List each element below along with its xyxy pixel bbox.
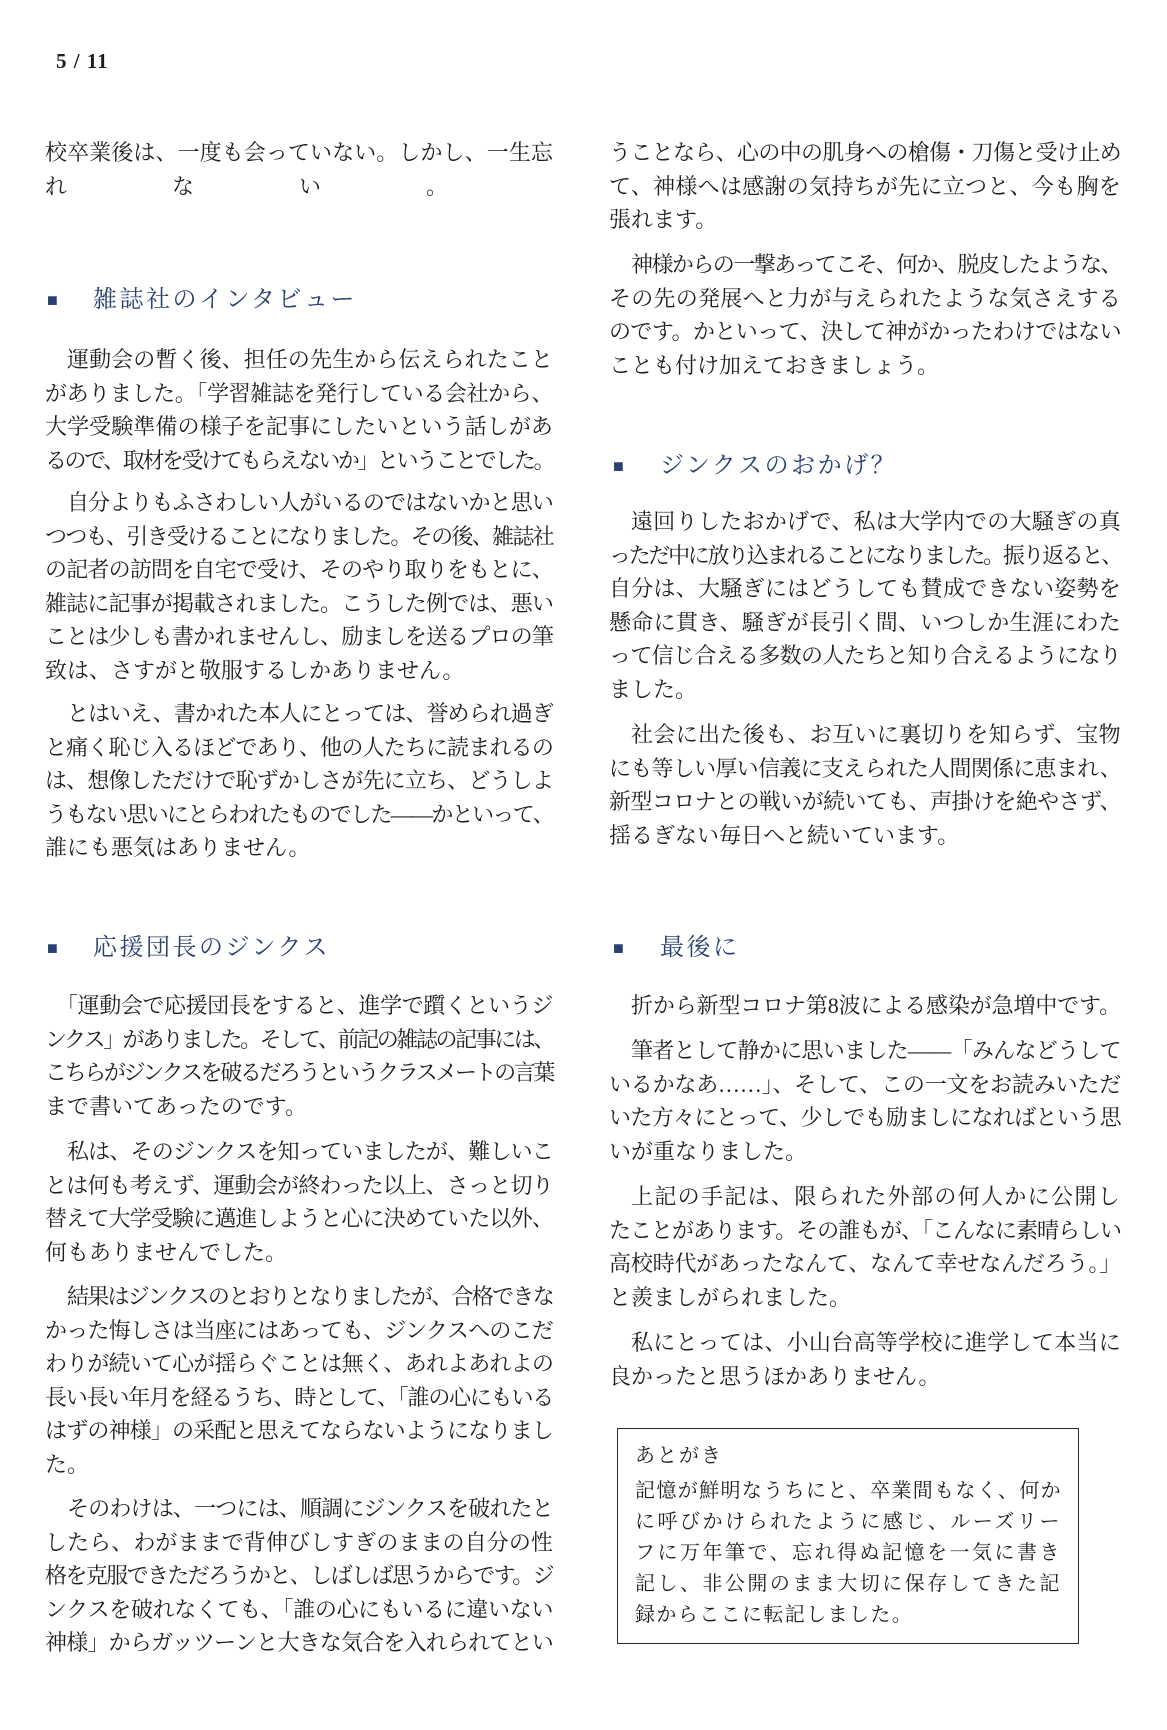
text-line: 記憶が鮮明なうちにと、卒業間もなく、何か — [635, 1480, 1062, 1502]
text-line: 校卒業後は、一度も会っていない。しかし、一生忘 — [45, 140, 553, 165]
section-heading — [47, 930, 330, 966]
paragraph — [609, 136, 1121, 237]
text-line: ンクス」がありました。そして、前記の雑誌の記事には、 — [45, 1026, 553, 1052]
paragraph — [609, 248, 1121, 382]
square-bullet-icon: ■ — [47, 290, 58, 310]
text-line: 格を克服できただろうかと、しばしば思うからです。ジ — [45, 1563, 553, 1588]
text-line: 懸命に貫き、騒ぎが長引く間、いつしか生涯にわた — [609, 609, 1121, 635]
paragraph — [45, 989, 553, 1123]
text-line: 結果はジンクスのとおりとなりましたが、合格できな — [67, 1284, 553, 1309]
text-line: がありました。「学習雑誌を発行している会社から、 — [45, 380, 553, 406]
text-line: 自分は、大騒ぎにはどうしても賛成できない姿勢を — [609, 576, 1121, 601]
text-line: 運動会の暫く後、担任の先生から伝えられたこと — [67, 347, 553, 372]
section-title: 応援団長のジンクス — [93, 934, 331, 961]
text-line: て、神様へは感謝の気持ちが先に立つと、今も胸を — [609, 173, 1121, 199]
section-title: 最後に — [660, 934, 740, 961]
text-line: 上記の手記は、限られた外部の何人かに公開し — [631, 1184, 1121, 1209]
paragraph — [45, 1135, 553, 1269]
text-line: 長い長い年月を経るうち、時として、「誰の心にもいる — [45, 1384, 553, 1410]
text-line: ンクスを破れなくても、「誰の心にもいるに違いない — [45, 1596, 553, 1622]
paragraph — [45, 1492, 553, 1660]
text-line: かった悔しさは当座にはあっても、ジンクスへのこだ — [45, 1317, 553, 1343]
paragraph — [45, 697, 553, 865]
text-line: うもない思いにとらわれたものでした――かといって、 — [45, 801, 553, 827]
paragraph — [609, 1326, 1121, 1393]
text-line: 神様」からガッツーンと大きな気合を入れられてとい — [45, 1630, 553, 1655]
text-line: 録からここに転記しました。 — [635, 1604, 914, 1626]
text-line: 記し、非公開のまま大切に保存してきた記 — [635, 1573, 1062, 1595]
text-line: その先の発展へと力が与えられたような気さえする — [609, 285, 1121, 311]
text-line: 致は、さすがと敬服するしかありません。 — [45, 657, 465, 683]
text-line: いるかなあ……」、そして、この一文をお読みいただ — [609, 1071, 1121, 1097]
paragraph — [609, 718, 1121, 852]
section-heading — [47, 282, 357, 318]
text-line: るので、取材を受けてもらえないか」ということでした。 — [45, 447, 553, 473]
section-heading — [613, 448, 897, 484]
text-line: 「運動会で応援団長をすると、進学で躓くというジ — [56, 993, 553, 1018]
text-line: ました。 — [609, 676, 698, 702]
text-line: のです。かといって、決して神がかったわけではない — [609, 319, 1121, 344]
afterword-text — [635, 1476, 1062, 1631]
text-line: 誰にも悪気はありません。 — [45, 835, 311, 860]
text-line: 揺るぎない毎日へと続いています。 — [609, 822, 960, 848]
text-line: 自分よりもふさわしい人がいるのではないかと思い — [67, 490, 553, 515]
text-line: 良かったと思うほかありません。 — [609, 1363, 941, 1389]
text-line: いが重なりました。 — [609, 1138, 808, 1164]
text-line: 新型コロナとの戦いが続いても、声掛けを絶やさず、 — [609, 789, 1121, 814]
afterword-title: あとがき — [635, 1445, 723, 1467]
text-line: は、想像しただけで恥ずかしさが先に立ち、どうしよ — [45, 768, 553, 793]
text-line: 何もありませんでした。 — [45, 1239, 288, 1265]
text-line: 張れます。 — [609, 207, 718, 232]
text-line: 筆者として静かに思いました――「みんなどうして — [631, 1038, 1121, 1063]
text-line: そのわけは、一つには、順調にジンクスを破れたと — [67, 1496, 553, 1521]
paragraph — [45, 343, 553, 477]
paragraph — [609, 1034, 1121, 1168]
paragraph — [45, 1280, 553, 1481]
text-line: 神様からの一撃あってこそ、何か、脱皮したような、 — [631, 252, 1121, 277]
text-line: はずの神様」の采配と思えてならないようになりまし — [45, 1418, 553, 1443]
text-line: 折から新型コロナ第8波による感染が急増中です。 — [631, 993, 1121, 1018]
section-title: 雑誌社のインタビュー — [93, 286, 358, 313]
text-line: こちらがジンクスを破るだろうというクラスメートの言葉 — [45, 1060, 553, 1085]
text-line: っただ中に放り込まれることになりました。振り返ると、 — [609, 542, 1121, 568]
paragraph — [609, 1180, 1121, 1314]
text-line: と痛く恥じ入るほどであり、他の人たちに読まれるの — [45, 734, 553, 760]
text-line: したら、わがままで背伸びしすぎのままの自分の性 — [45, 1529, 553, 1555]
text-line: 雑誌に記事が掲載されました。こうした例では、悪い — [45, 590, 553, 616]
text-line: ことも付け加えておきましょう。 — [609, 352, 940, 378]
text-line: 遠回りしたおかげで、私は大学内での大騒ぎの真 — [631, 509, 1121, 534]
section-title: ジンクスのおかげ？ — [660, 452, 898, 479]
text-line: って信じ合える多数の人たちと知り合えるようになり — [609, 643, 1121, 668]
text-line: 私は、そのジンクスを知っていましたが、難しいこ — [67, 1139, 553, 1164]
paragraph — [609, 989, 1121, 1023]
text-line: つつも、引き受けることになりました。その後、雑誌社 — [45, 523, 553, 549]
square-bullet-icon: ■ — [47, 938, 58, 958]
text-line: とは何も考えず、運動会が終わった以上、さっと切り — [45, 1172, 553, 1198]
text-line: フに万年筆で、忘れ得ぬ記憶を一気に書き — [635, 1542, 1062, 1564]
section-heading — [613, 930, 740, 966]
square-bullet-icon: ■ — [613, 456, 624, 476]
paragraph — [45, 136, 553, 203]
text-line: と羨ましがられました。 — [609, 1284, 852, 1310]
text-line: た。 — [45, 1451, 90, 1477]
text-line: にも等しい厚い信義に支えられた人間関係に恵まれ、 — [609, 755, 1121, 781]
text-line: 替えて大学受験に邁進しようと心に決めていた以外、 — [45, 1206, 553, 1231]
text-line: に呼びかけられたように感じ、ルーズリー — [635, 1511, 1062, 1533]
text-line: うことなら、心の中の肌身への槍傷・刀傷と受け止め — [609, 140, 1121, 165]
text-line: の記者の訪問を自宅で受け、そのやり取りをもとに、 — [45, 557, 553, 582]
page-number: 5 / 11 — [56, 49, 109, 73]
text-line: れない。 — [45, 173, 553, 199]
square-bullet-icon: ■ — [613, 938, 624, 958]
paragraph — [609, 505, 1121, 706]
text-line: とはいえ、書かれた本人にとっては、誉められ過ぎ — [67, 701, 553, 726]
text-line: 社会に出た後も、お互いに裏切りを知らず、宝物 — [631, 722, 1121, 747]
text-line: ことは少しも書かれませんし、励ましを送るプロの筆 — [45, 624, 553, 649]
text-line: いた方々にとって、少しでも励ましになればという思 — [609, 1105, 1121, 1130]
text-line: 大学受験準備の様子を記事にしたいという話しがあ — [45, 414, 553, 439]
text-line: まで書いてあったのです。 — [45, 1093, 308, 1119]
text-line: たことがあります。その誰もが、「こんなに素晴らしい — [609, 1217, 1121, 1243]
paragraph — [45, 486, 553, 687]
text-line: わりが続いて心が揺らぐことは無く、あれよあれよの — [45, 1351, 553, 1376]
afterword-box — [617, 1428, 1079, 1644]
text-line: 高校時代があったなんて、なんて幸せなんだろう。」 — [609, 1251, 1121, 1276]
text-line: 私にとっては、小山台高等学校に進学して本当に — [631, 1330, 1121, 1355]
